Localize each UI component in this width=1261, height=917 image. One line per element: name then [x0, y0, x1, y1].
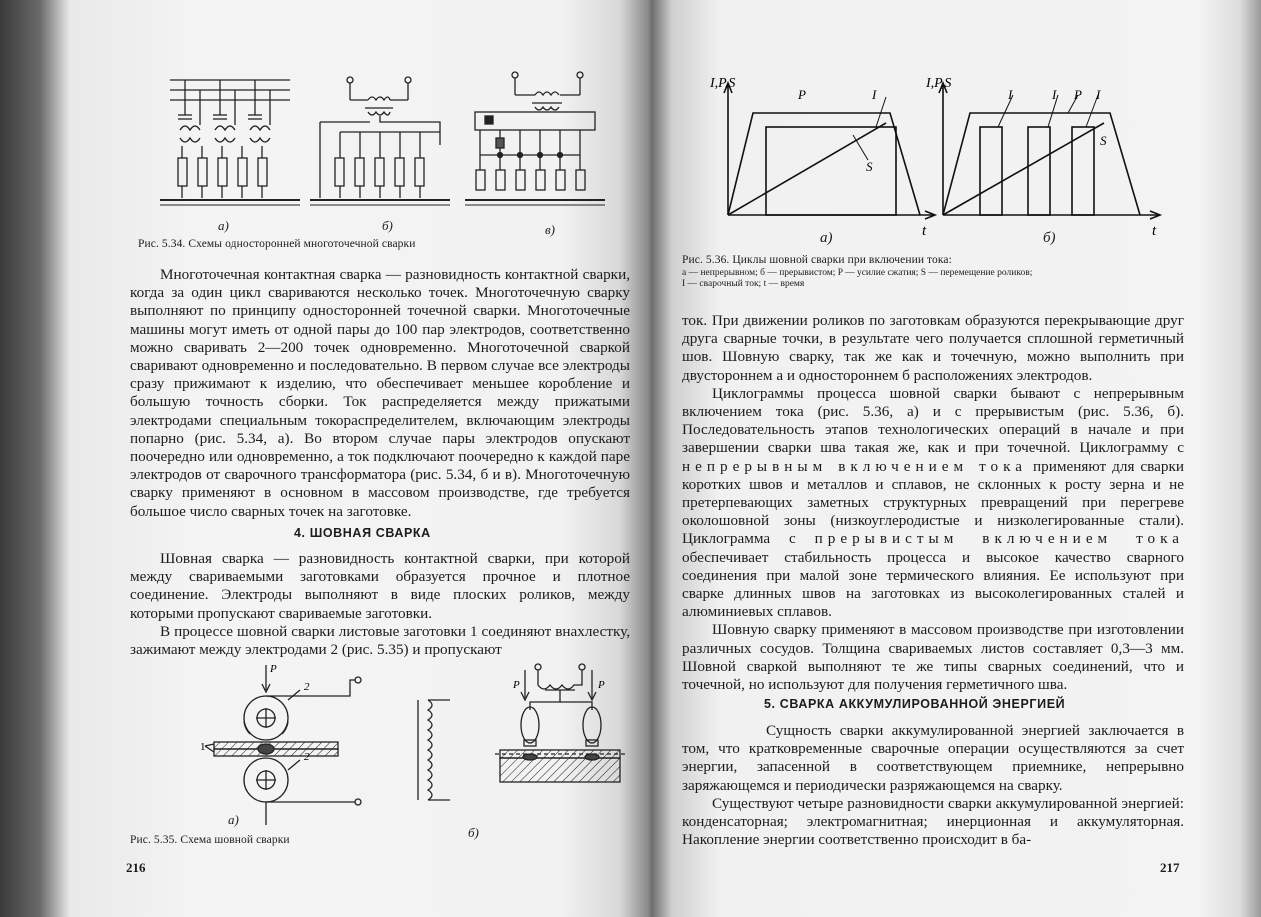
fig536-b-s-label: S [1100, 133, 1107, 148]
fig535-p-label: P [270, 663, 277, 675]
right-para-4 [682, 722, 1184, 849]
fig534-caption: Рис. 5.34. Схемы односторонней многоточечной сварки [138, 238, 416, 250]
fig536-b-i2-label: I [1052, 87, 1057, 102]
fig536-legend-line-2: I — сварочный ток; t — время [682, 278, 805, 289]
left-para-1 [130, 266, 630, 521]
fig536-label-b: б) [1043, 230, 1056, 246]
fig536-caption: Рис. 5.36. Циклы шовной сварки при включении тока: [682, 254, 952, 266]
fig535-1-label: 1 [200, 741, 206, 753]
left-para-2 [130, 550, 630, 659]
fig536-b-x-axis-label: t [1152, 223, 1157, 239]
right-para-4-text: Сущность сварки аккумулированной энергией заключается в том, что кратковременные сварочные операции осуществляются за счет энергии, запасенной в соответствующем приемнике, непрерывно заряжающемся и периодически разряжающемся на сварку. [682, 722, 1184, 794]
right-para-2a: Циклограммы процесса шовной сварки бывают с непрерывным включением тока (рис. 5.36, а) и с прерывистым (рис. 5.36, б). Последовательность этапов технологических операций в начале и при завершении сварки шва такая же, как и при точечной. Циклограмму с [682, 384, 1184, 457]
figure-5-36-diagram [708, 75, 1178, 250]
fig536-a-x-axis-label: t [922, 223, 927, 239]
fig536-b-i1-label: I [1008, 87, 1013, 102]
fig536-a-i-label: I [872, 87, 877, 102]
right-para-2c: обеспечивает стабильность процесса и высокое качество сварного соединения при малой зоне термического влияния. Ее используют при сварке длинных швов на заготовках из высоколегированных сталей и алюминиевых сплавов. [682, 548, 1184, 621]
left-page-number: 216 [126, 860, 146, 875]
fig535-2-bottom-label: 2 [304, 751, 310, 763]
left-page [90, 0, 638, 917]
fig536-b-y-axis-label: I,P,S [926, 76, 952, 91]
right-para-2 [682, 385, 1184, 622]
right-page [668, 0, 1188, 917]
fig535-2-top-label: 2 [304, 681, 310, 693]
left-para-2-text: Шовная сварка — разновидность контактной сварки, при которой между свариваемыми заготовками образуется прочное и плотное соединение. Электроды выполняют в виде плоских роликов, между которыми пропускают свариваемые заготовки. [130, 550, 630, 622]
fig534-label-v: в) [545, 222, 555, 237]
right-para-5-text: Существуют четыре разновидности сварки аккумулированной энергией: конденсаторная; электромагнитная; инерционная и аккумуляторная. Накопление энергии соответственно происходит в ба- [682, 794, 1184, 849]
right-page-number: 217 [1160, 860, 1180, 875]
fig536-a-s-label: S [866, 159, 873, 174]
fig536-b-p-label: P [1074, 87, 1082, 102]
fig536-legend-line-1: а — непрерывном; б — прерывистом; P — усилие сжатия; S — перемещение роликов; [682, 268, 1033, 278]
figure-5-35-diagram [200, 660, 605, 820]
fig536-a-p-label: P [798, 87, 806, 102]
right-para-3-text: Шовную сварку применяют в массовом производстве при изготовлении различных сосудов. Толщина свариваемых листов составляет 0,3—3 мм. Шовной сваркой выполняют те же типы сварных соединений, что и точечной, но используют для получения герметичного шва. [682, 621, 1184, 694]
fig535-caption: Рис. 5.35. Схема шовной сварки [130, 834, 290, 846]
heading-5: 5. СВАРКА АККУМУЛИРОВАННОЙ ЭНЕРГИЕЙ [764, 697, 1066, 711]
heading-4: 4. ШОВНАЯ СВАРКА [294, 526, 431, 540]
fig536-label-a: а) [820, 230, 833, 246]
right-para-2b: применяют для сварки коротких швов и металлов и сплавов, не склонных к росту зерна и не претерпевающих заметных структурных превращений при перегреве околошовной зоны (низкоуглеродистые и низколегированные стали). Циклограмма с [682, 457, 1184, 548]
fig535-label-b: б) [468, 825, 479, 840]
figure-5-34-diagram [140, 70, 620, 220]
right-para-1-text: ток. При движении роликов по заготовкам образуются перекрывающие друг друга сварные точки, в результате чего получается сплошной герметичный шов. Шовную сварку, так же как и точечную, можно выполнить при двустороннем а и одностороннем б расположениях электродов. [682, 312, 1184, 384]
fig536-legend [682, 268, 1188, 289]
fig535-label-a: а) [228, 812, 239, 827]
right-para-2-spaced-2: прерывистым включением тока [814, 530, 1184, 548]
fig536-b-i3-label: I [1096, 87, 1101, 102]
left-para-3-text: В процессе шовной сварки листовые заготовки 1 соединяют внахлестку, зажимают между электродами 2 (рис. 5.35) и пропускают [130, 622, 630, 659]
fig535-b-p-left-label: P [513, 679, 520, 691]
left-para-1-text: Многоточечная контактная сварка — разновидность контактной сварки, когда за один цикл свариваются несколько точек. Многоточечную сварку выполняют по принципу односторонней точечной сварки. Многоточечные машины могут иметь от одной пары до 100 пар электродов, соответственно можно сваривать 2—200 точек одновременно. Многоточечной сваркой сваривают одновременно и последовательно. В первом случае все электроды сразу прижимают к изделию, что обеспечивает меньшее коробление и большую точность сборки. Ток распределяется между прижатыми электродами специальным токораспределителем, включающим электроды попарно (рис. 5.34, а). Во втором случае пары электродов опускают поочередно или одновременно, а ток подключают поочередно к каждой паре электродов от сварочного трансформатора (рис. 5.34, б и в). Многоточечную сварку применяют в основном в массовом производстве, где требуется большое число сварных точек на заготовке. [130, 266, 630, 520]
fig535-b-p-right-label: P [598, 679, 605, 691]
right-para-2-spaced-1: непрерывным включением тока [682, 457, 1028, 475]
right-para-1 [682, 312, 1184, 694]
fig536-a-y-axis-label: I,P,S [710, 76, 736, 91]
fig534-label-b: б) [382, 218, 393, 233]
fig534-label-a: а) [218, 218, 229, 233]
